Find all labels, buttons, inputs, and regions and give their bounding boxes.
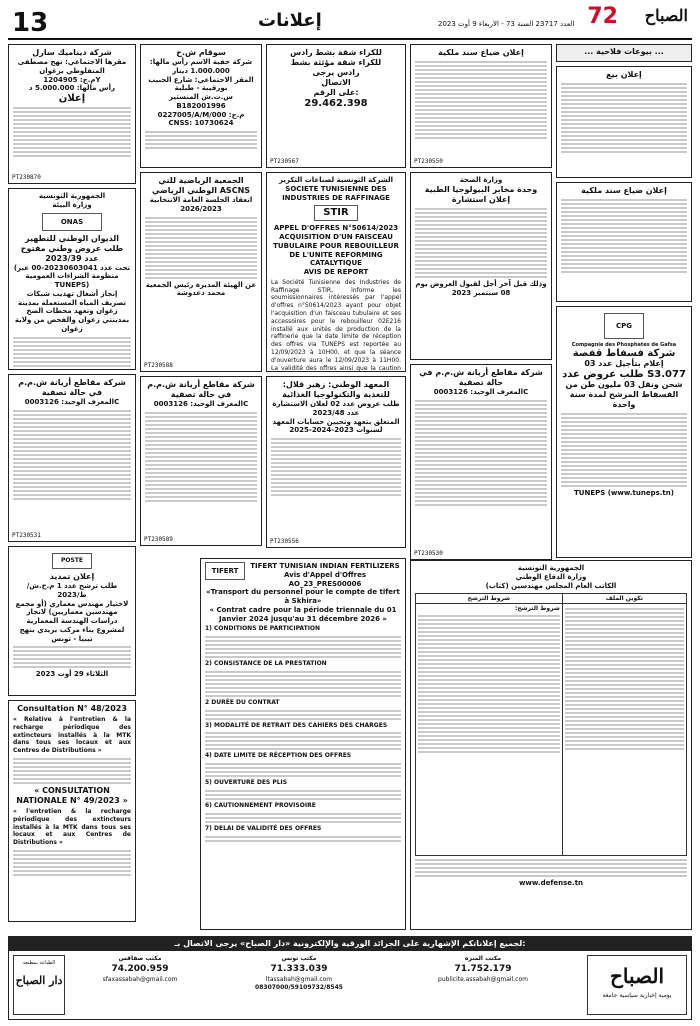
cell-title: شروط الترشح:: [514, 605, 560, 613]
ad-title: شركة مقاطع أريانة ش.م.م في حالة تصفية: [419, 368, 543, 387]
ad-org: الديوان الوطني للتطهير: [24, 233, 120, 243]
ad-rent-apartment: [266, 44, 406, 168]
column-5: [556, 44, 692, 930]
ad-lost-deed-2: [556, 182, 692, 302]
table-header: شروط الترشح: [416, 594, 563, 604]
ad-desc: شحن ونقل 03 مليون طن من الفسفاط المرشح لمدة سنة واحدة: [565, 380, 683, 410]
footer-left-logo: [13, 955, 65, 1015]
ad-title: شركة ديناميك سارل: [32, 48, 112, 57]
footer-logo-tag: يومية إخبارية سياسية جامعة: [602, 992, 672, 999]
office-sfax: [75, 955, 205, 984]
page-number: 13: [12, 8, 49, 38]
ad-deadline: الثلاثاء 29 أوت 2023: [35, 670, 109, 679]
ad-code: PT230870: [12, 174, 41, 181]
ad-website: TUNEPS (www.tuneps.tn): [574, 489, 674, 498]
ad-label: إعلان: [58, 93, 86, 104]
ad-souqam: [140, 44, 262, 168]
office-tunis: [219, 955, 379, 993]
ad-section: 2) CONSISTANCE DE LA PRESTATION: [205, 660, 327, 668]
left-logo-tag: الطباعة بمطبعة: [22, 960, 56, 966]
office-email[interactable]: ltassabah@gmail.com: [265, 975, 333, 983]
footer-contacts: [8, 936, 692, 1020]
ad-deadline: وذلك قبل آخر أجل لقبول العروض يوم 08 سبتمبر 2023: [415, 279, 547, 297]
ad-section: 6) CAUTIONNEMENT PROVISOIRE: [205, 802, 316, 810]
section-title: إعلانات: [258, 10, 322, 31]
office-name: مكتب صفاقس: [118, 955, 162, 962]
ad-head: الشركة التونسية لصناعات التكرير: [278, 176, 393, 184]
ad-org: وحدة مخابر البيولوجيا الطبية: [424, 184, 538, 194]
ad-title-2: « CONSULTATION NATIONALE N° 49/2023 »: [16, 785, 128, 805]
ad-sub: وزارة الدفاع الوطني: [515, 572, 587, 581]
issue-line: العدد 23717 السنة 73 - الاربعاء 9 أوت 2023: [438, 20, 575, 28]
ad-head: وزارة الصحة: [459, 176, 503, 184]
ad-title: Consultation N° 48/2023: [17, 704, 127, 713]
banner-title: ... بيوعات فلاحية ...: [584, 47, 664, 56]
ad-code: PT230556: [270, 538, 299, 545]
ad-line: المقر الاجتماعي: شارع الحبيب بورقيبة - طبلبة: [148, 75, 254, 93]
footer-logo-name: الصباح: [609, 964, 665, 988]
ad-sub: وزارة البيئة: [52, 200, 92, 209]
ad-ariana-quarry-3: [410, 364, 552, 560]
table-cell: [416, 604, 563, 856]
ad-phone: 29.462.398: [304, 98, 368, 109]
table-header: تكوين الملف: [562, 594, 686, 604]
logo-name: الصباح: [644, 6, 688, 25]
onas-logo: ONAS: [42, 213, 102, 231]
ad-call: Avis d'Appel d'Offres AO_23_PRES00006: [283, 570, 367, 588]
ad-call: طلب عروض وطني مفتوح عدد 2023/39: [20, 243, 124, 263]
office-name: مكتب تونس: [281, 955, 317, 962]
ad-sale: [556, 66, 692, 178]
ad-title: إعلان ضياع سند ملكية: [438, 48, 524, 57]
ad-section: 5) OUVERTURE DES PLIS: [205, 779, 288, 787]
ad-title: سوقام ش.خ: [176, 48, 226, 57]
office-phone: 71.333.039: [270, 964, 328, 975]
ad-head: الجمهورية التونسية: [38, 192, 106, 200]
ad-title: شركة فسفاط قفصة: [572, 348, 676, 360]
ad-section: 4) DATE LIMITE DE RÉCEPTION DES OFFRES: [205, 752, 352, 760]
ad-desc: لاختيار مهندس معماري (أو مجمع مهندسين معماريين) لانجاز دراسات الهندسة المعمارية لمشروع بناء مركب بريدي بنهج تيبيا - تونس: [15, 599, 129, 643]
ad-onas: [8, 188, 136, 370]
ad-ref: طلب ترشح عدد 1 م.ح.ش/ط/2023: [26, 582, 118, 599]
ad-title: إعلان ضياع سند ملكية: [581, 186, 667, 195]
ad-head: الجمهورية التونسية: [517, 564, 585, 572]
ad-line: 0227005/A/M/000 :م.ج: [157, 110, 245, 119]
ad-title: المعهد الوطني: زهير قلال: للتغذية والتكنولوجيا الغذائية: [282, 380, 390, 399]
ad-line: م.ج: 1204905Y: [43, 75, 101, 84]
ad-desc: المتعلق بتعهد وتحيين حسابات المعهد لسنوات 2023-2024-2025: [272, 417, 400, 435]
office-phone: 71.752.179: [454, 964, 512, 975]
ad-ascns: [140, 172, 262, 372]
newspaper-logo: [578, 6, 688, 34]
poste-logo: POSTE: [52, 553, 92, 569]
office-email[interactable]: publicite.assabah@gmail.com: [438, 975, 528, 983]
ad-object-2: « Contrat cadre pour la période triennale du 01 Janvier 2024 jusqu'au 31 décembre 2026 »: [209, 605, 397, 623]
ad-label: إعلان بيع: [606, 70, 642, 79]
ad-section: 3) MODALITÉ DE RETRAIT DES CAHIERS DES CHARGES: [205, 721, 388, 729]
footer-phone: 08307000/59109732/8545: [255, 984, 343, 992]
stir-logo: STIR: [314, 205, 358, 221]
ad-dynamic-sarl: [8, 44, 136, 184]
ad-line: على الرقم:: [313, 88, 359, 97]
ad-org: SOCIETE TUNISIENNE DES INDUSTRIES DE RAFFINAGE: [282, 184, 390, 202]
ad-label: إعلان استشارة: [451, 194, 511, 204]
ad-line: رادس يرجى: [312, 68, 360, 77]
page-header: [8, 6, 692, 40]
ad-health-lab: [410, 172, 552, 360]
ad-sub-2: طلب عروض عدد S3.077: [562, 369, 686, 381]
ad-label: إعلان تمديد: [49, 572, 95, 581]
column-1: [8, 44, 136, 930]
ad-line: للكراء شقة بشط رادس: [290, 48, 382, 57]
footer-banner: لجميع إعلاناتكم الإشهارية على الجرائد الورقية والإلكترونية «دار الصباح» يرجى الاتصال بـ:: [9, 937, 691, 951]
ad-sub: إعلام بتأجيل عدد 03: [584, 359, 664, 369]
ad-line: CNSS: 10730624: [168, 119, 234, 128]
ad-title: شركة مقاطع أريانة ش.م.م في حالة تصفية: [18, 378, 126, 397]
ad-desc-2: « l'entretien & la recharge périodique des extincteurs installés à la MTK dans tous ses locaux et aux Centres de Distributions »: [13, 807, 131, 847]
ad-line: شركة خفية الاسم رأس مالها: 1.000.000 دينار: [149, 58, 253, 75]
ad-code: PT230550: [414, 158, 443, 165]
ad-line: س.ت.ش المنستير B182001996: [169, 93, 233, 110]
logo-number: 72: [587, 4, 618, 29]
ad-avis: AVIS DE REPORT: [303, 268, 369, 276]
ad-line: رأس مالها: 5.000.000 د: [28, 84, 116, 93]
office-menzah: [393, 955, 573, 984]
office-email[interactable]: sfaxassabah@gmail.com: [102, 975, 178, 983]
left-logo-name: دار الصباح: [15, 974, 63, 987]
ad-lost-deed-1: [410, 44, 552, 168]
ad-post-extension: [8, 546, 136, 696]
ad-ariana-quarry-1: [8, 374, 136, 542]
ad-ariana-quarry-2: [140, 376, 262, 546]
ad-title: الجمعية الرياضية للتي الوطني الرياضي ASCNS: [151, 176, 251, 195]
ad-desc: إنجاز أشغال تهذيب شبكات تصريف المياه المستعملة بمدينة زغوان وتعهد محطات الضخ بمدينتي زغوان والفحص من ولاية زغوان: [14, 289, 130, 333]
ad-ref: (تحت عدد 20230603041-00 عبر منظومة الشراءات العمومية TUNEPS): [13, 263, 131, 289]
ad-line: الاتصال: [321, 78, 351, 87]
tifert-logo: TIFERT: [205, 562, 245, 580]
ad-signature: عن الهيئة المديرة رئيس الجمعية محمد دعدوشة: [145, 280, 257, 298]
ad-code: PT230589: [144, 536, 173, 543]
ad-section: 7) DELAI DE VALIDITÉ DES OFFRES: [205, 824, 322, 832]
cpg-logo: CPG: [604, 313, 644, 339]
ad-sub: المعرف الوحيد: 0003126C: [433, 388, 529, 396]
ad-desc: « Relative à l'entretien & la recharge périodique des extincteurs installés à la MTK dans tous ses locaux et aux Centres de Distributions »: [13, 716, 131, 755]
agricultural-sales-banner: [556, 44, 692, 62]
ad-object: ACQUISITION D'UN FAISCEAU TUBULAIRE POUR REBOUILLEUR DE L'UNITE REFORMING CATALYTIQUE: [273, 233, 399, 268]
ad-mtk-consultation: [8, 700, 136, 922]
ad-sub: المعرف الوحيد: 0003126C: [153, 400, 249, 408]
ad-head: TIFERT TUNISIAN INDIAN FERTILIZERS: [250, 562, 400, 570]
ad-stir: [266, 172, 406, 372]
ad-website: www.defense.tn: [518, 879, 584, 888]
footer-logo: [587, 955, 687, 1015]
ad-code: PT230588: [144, 362, 173, 369]
ad-org: Compagnie des Phosphates de Gafsa: [571, 342, 677, 348]
ad-code: PT230530: [414, 550, 443, 557]
ad-sub-2: الكاتب العام المجلس مهندسين (كتاب): [485, 581, 617, 590]
ad-cpg: [556, 306, 692, 558]
office-name: مكتب المنزه: [464, 955, 502, 962]
ad-inntaa: [266, 376, 406, 548]
ad-line: للكراء شقة مؤثثة بشط: [290, 58, 382, 67]
ad-title: شركة مقاطع أريانة ش.م.م في حالة تصفية: [147, 380, 255, 399]
ad-line: مقرها الاجتماعي: نهج مصطفى المنفلوطي بزغوان: [17, 58, 127, 75]
ad-call: APPEL D'OFFRES N°50614/2023: [273, 224, 399, 233]
ad-sub: انعقاد الجلسة العامة الانتخابية 2026/2023: [149, 196, 253, 213]
ad-section: 1) CONDITIONS DE PARTICIPATION: [205, 625, 321, 633]
ad-code: PT230567: [270, 158, 299, 165]
ad-body: La Société Tunisienne des Industries de Raffinage STIR, informe les soumissionnaires intéressés par l'appel d'offres n°50614/2023 ayant pour objet l'acquisition d'un faisceau tubulaire et ses accessoires pour le rebouilleur 02E216 installé aux unités de production de la raffinerie que la date limite de réception des offres via TUNEPS est reportée au 12/09/2023 à 10H00, et que la séance d'ouverture aura le 12/09/2023 à 11H00. La validité des offres ainsi que la caution: [271, 278, 401, 372]
ad-sub: المعرف الوحيد: 0003126C: [24, 398, 120, 406]
office-phone: 74.200.959: [111, 964, 169, 975]
ad-section: 2 DURÉE DU CONTRAT: [205, 698, 280, 706]
ad-code: PT230531: [12, 532, 41, 539]
ad-object: «Transport du personnel pour le compte de tifert à Skhira»: [206, 588, 400, 605]
ad-tifert: [200, 558, 406, 930]
ad-sub: طلب عروض عدد 02 لعلان الاستشارة عدد 2023/48: [272, 400, 400, 417]
